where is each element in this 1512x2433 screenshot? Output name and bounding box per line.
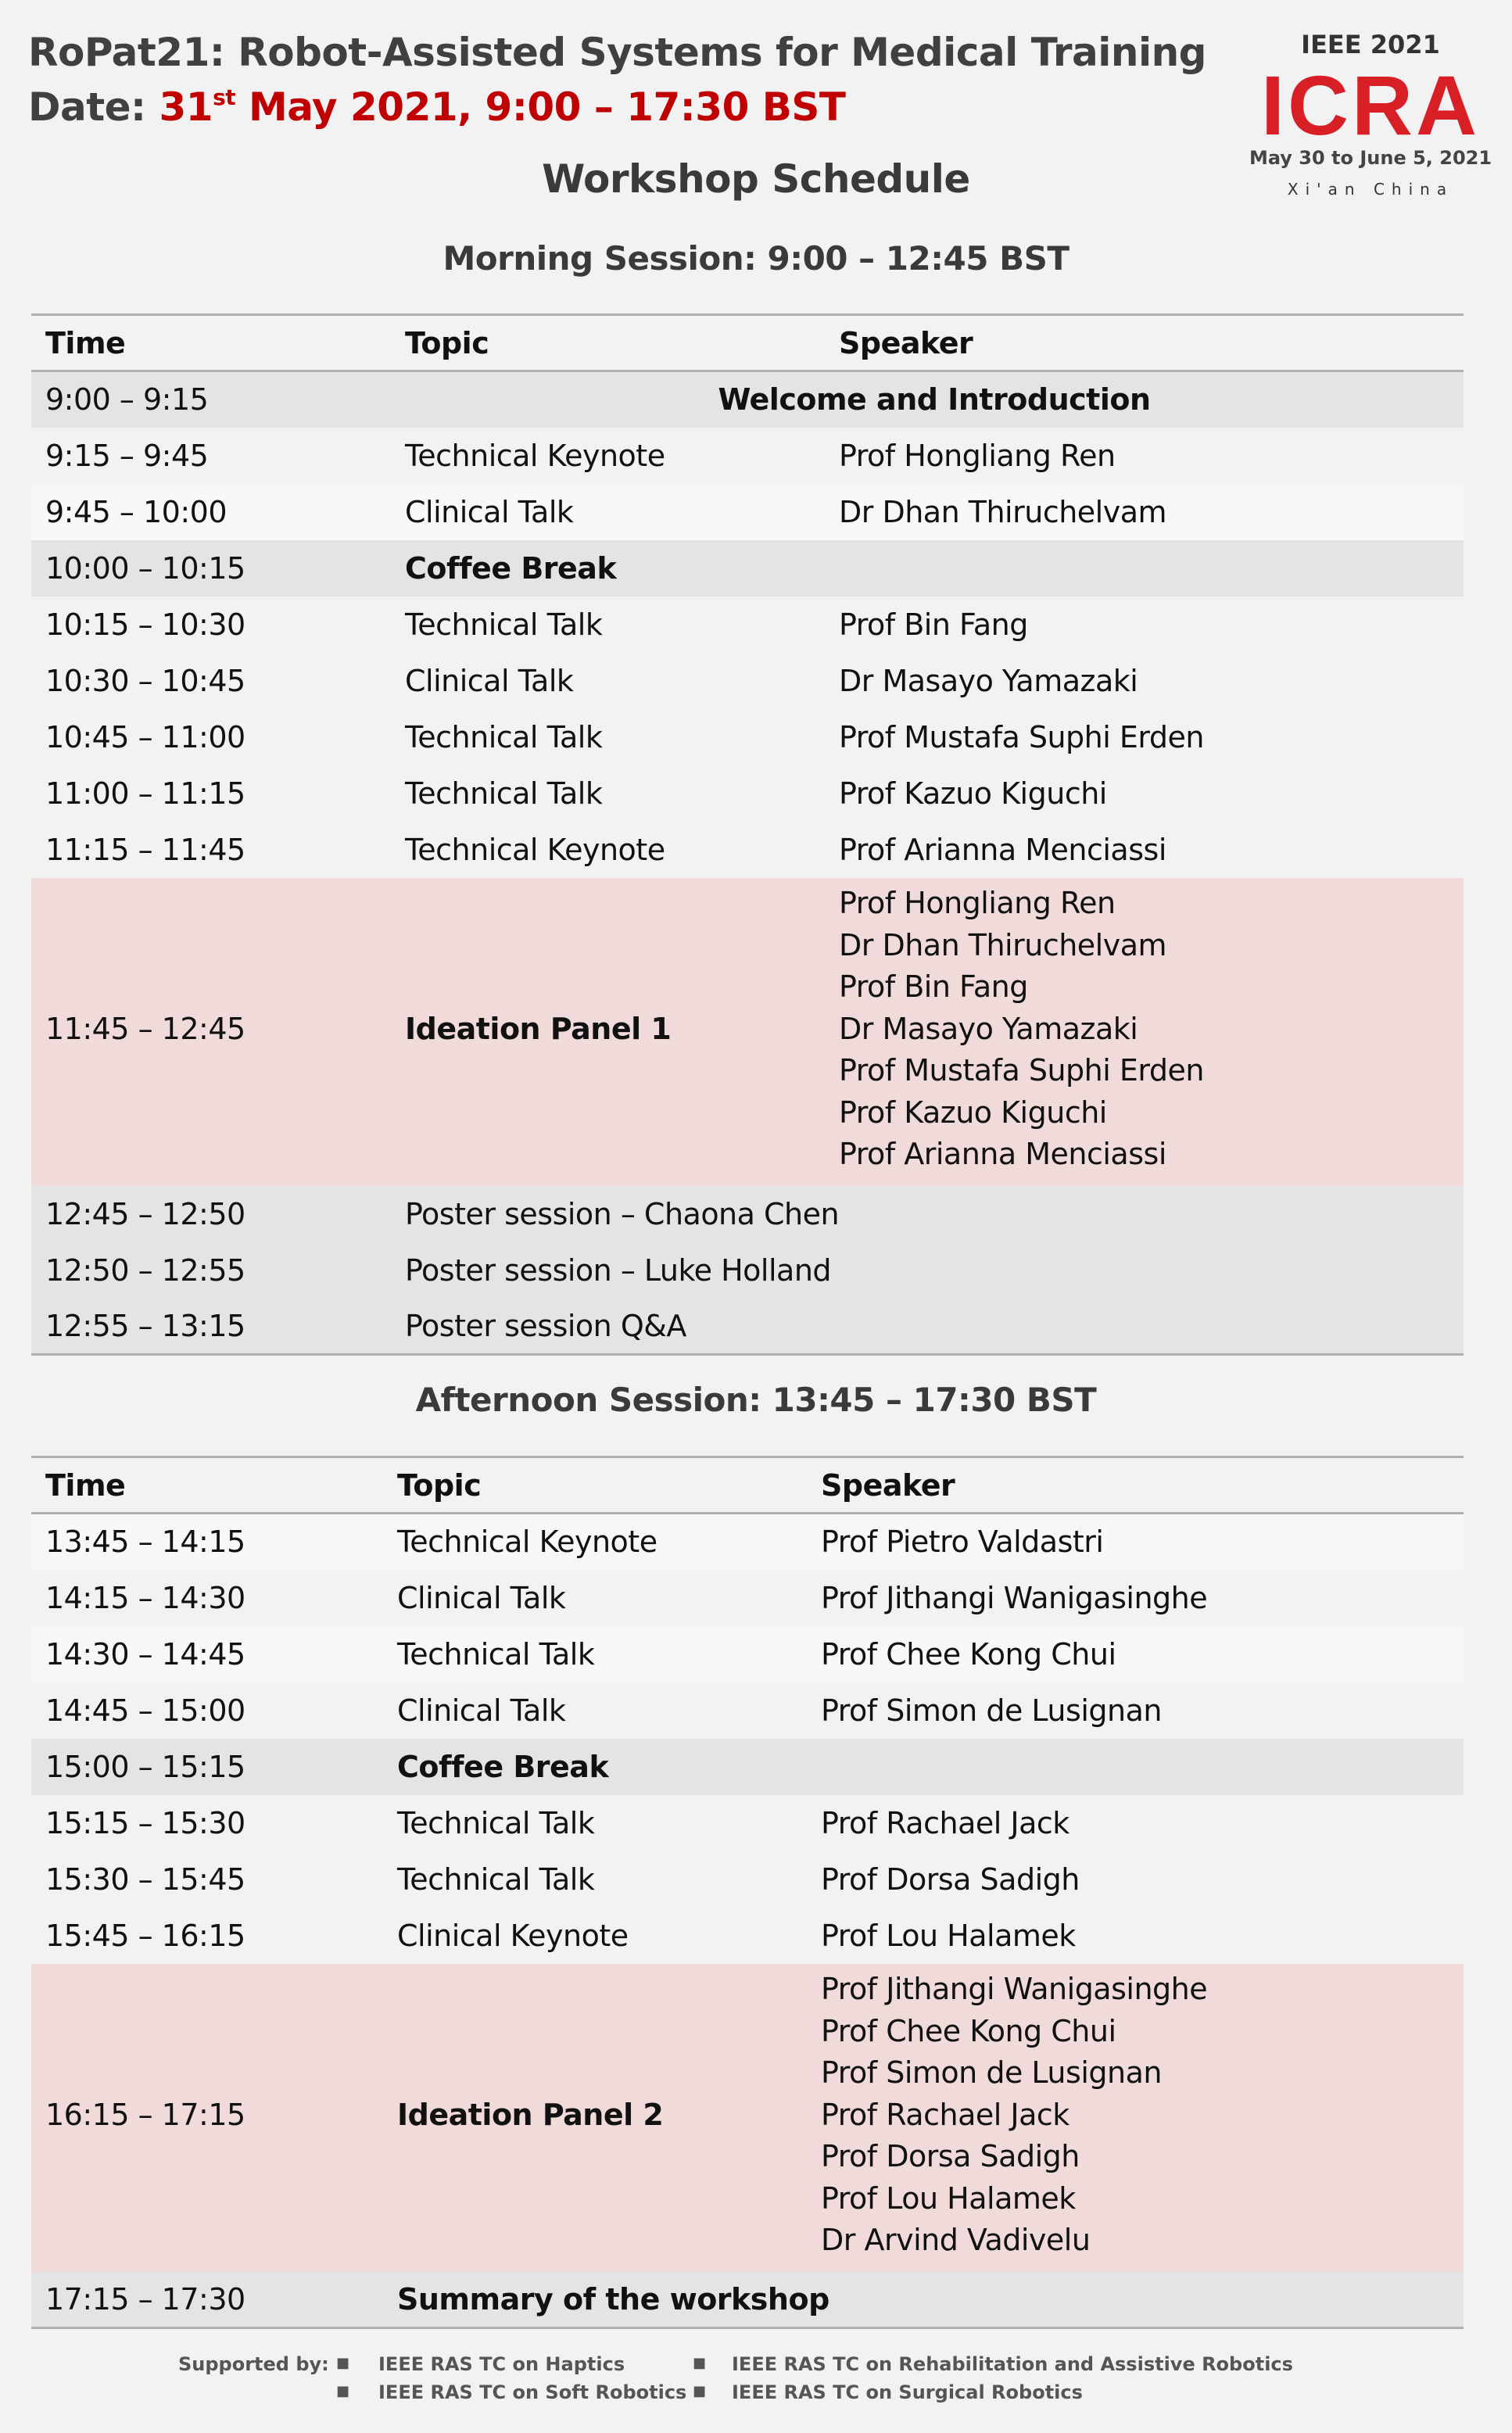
bullet-icon: ■ bbox=[693, 2355, 707, 2371]
panel-topic: Ideation Panel 1 bbox=[405, 1011, 672, 1046]
header-time: Time bbox=[31, 1457, 383, 1514]
supported-by-label: Supported by: bbox=[178, 2353, 329, 2375]
workshop-title bbox=[28, 30, 1206, 75]
topic-cell: Technical Talk bbox=[383, 1626, 807, 1682]
table-header-row bbox=[31, 315, 1464, 371]
time-cell: 11:00 – 11:15 bbox=[31, 765, 391, 822]
topic-cell: Technical Keynote bbox=[391, 822, 825, 878]
panel-speaker: Dr Dhan Thiruchelvam bbox=[839, 927, 1167, 962]
panel-speaker: Prof Hongliang Ren bbox=[839, 886, 1116, 921]
speaker-cell: Prof Kazuo Kiguchi bbox=[825, 765, 1464, 822]
time-cell: 13:45 – 14:15 bbox=[31, 1514, 383, 1570]
afternoon-schedule-table bbox=[31, 1456, 1464, 2329]
topic-cell: Summary of the workshop bbox=[383, 2272, 1464, 2328]
panel-row bbox=[31, 1964, 1464, 2272]
bullet-icon: ■ bbox=[336, 2355, 350, 2371]
table-row bbox=[31, 1299, 1464, 1355]
panel-speaker: Dr Masayo Yamazaki bbox=[839, 1011, 1138, 1046]
panel-speaker: Prof Lou Halamek bbox=[821, 2180, 1076, 2216]
header-topic: Topic bbox=[383, 1457, 807, 1514]
logo-city: Xi'an China bbox=[1287, 180, 1454, 199]
panel-speaker: Prof Rachael Jack bbox=[821, 2097, 1070, 2132]
topic-cell: Technical Talk bbox=[391, 597, 825, 653]
time-cell: 10:00 – 10:15 bbox=[31, 540, 391, 597]
speaker-cell: Prof Hongliang Ren bbox=[825, 428, 1464, 484]
topic-cell: Technical Keynote bbox=[383, 1514, 807, 1570]
panel-speaker: Prof Bin Fang bbox=[839, 969, 1028, 1005]
speaker-cell: Prof Simon de Lusignan bbox=[807, 1682, 1464, 1739]
topic-cell bbox=[383, 1964, 807, 2272]
topic-cell: Technical Talk bbox=[383, 1795, 807, 1851]
topic-cell bbox=[391, 878, 825, 1186]
panel-speaker: Prof Arianna Menciassi bbox=[839, 1137, 1166, 1172]
speaker-cell: Prof Lou Halamek bbox=[807, 1908, 1464, 1964]
supporter-item: IEEE RAS TC on Soft Robotics bbox=[378, 2381, 687, 2403]
speaker-cell: Prof Dorsa Sadigh bbox=[807, 1851, 1464, 1908]
afternoon-session-title: Afternoon Session: 13:45 – 17:30 BST bbox=[415, 1381, 1097, 1419]
table-row bbox=[31, 1682, 1464, 1739]
table-row bbox=[31, 1514, 1464, 1570]
table-row bbox=[31, 1851, 1464, 1908]
topic-cell: Technical Keynote bbox=[391, 428, 825, 484]
table-row bbox=[31, 709, 1464, 765]
speaker-cell: Prof Rachael Jack bbox=[807, 1795, 1464, 1851]
table-row bbox=[31, 1242, 1464, 1299]
table-row bbox=[31, 1795, 1464, 1851]
morning-schedule-table bbox=[31, 314, 1464, 1356]
table-row bbox=[31, 371, 1464, 428]
panel-topic: Ideation Panel 2 bbox=[397, 2097, 664, 2132]
panel-speaker: Dr Arvind Vadivelu bbox=[821, 2223, 1091, 2258]
table-row bbox=[31, 653, 1464, 709]
panel-time: 16:15 – 17:15 bbox=[45, 2097, 245, 2132]
topic-cell: Poster session – Chaona Chen bbox=[391, 1186, 1464, 1242]
topic-cell: Clinical Talk bbox=[383, 1682, 807, 1739]
time-cell: 10:15 – 10:30 bbox=[31, 597, 391, 653]
table-row bbox=[31, 428, 1464, 484]
speaker-cell: Prof Arianna Menciassi bbox=[825, 822, 1464, 878]
speaker-cell bbox=[825, 540, 1464, 597]
panel-speaker: Prof Mustafa Suphi Erden bbox=[839, 1053, 1204, 1088]
date-label: Date: bbox=[28, 84, 159, 130]
date-suffix: st bbox=[213, 84, 236, 110]
topic-cell: Clinical Talk bbox=[383, 1570, 807, 1626]
table-row bbox=[31, 484, 1464, 540]
time-cell: 17:15 – 17:30 bbox=[31, 2272, 383, 2328]
time-cell: 15:00 – 15:15 bbox=[31, 1739, 383, 1795]
time-cell: 14:15 – 14:30 bbox=[31, 1570, 383, 1626]
table-row bbox=[31, 765, 1464, 822]
supporter-item: IEEE RAS TC on Haptics bbox=[378, 2353, 625, 2375]
header-speaker: Speaker bbox=[807, 1457, 1464, 1514]
table-row bbox=[31, 1626, 1464, 1682]
time-cell: 15:30 – 15:45 bbox=[31, 1851, 383, 1908]
panel-time: 11:45 – 12:45 bbox=[45, 1011, 245, 1046]
topic-cell: Coffee Break bbox=[383, 1739, 807, 1795]
table-row bbox=[31, 1570, 1464, 1626]
speaker-list-cell bbox=[807, 1964, 1464, 2272]
speaker-cell: Dr Dhan Thiruchelvam bbox=[825, 484, 1464, 540]
time-cell bbox=[31, 878, 391, 1186]
speaker-cell: Prof Bin Fang bbox=[825, 597, 1464, 653]
time-cell: 14:45 – 15:00 bbox=[31, 1682, 383, 1739]
time-cell: 10:45 – 11:00 bbox=[31, 709, 391, 765]
table-header-row bbox=[31, 1457, 1464, 1514]
time-cell bbox=[31, 1964, 383, 2272]
topic-cell: Technical Talk bbox=[391, 765, 825, 822]
panel-speaker: Prof Dorsa Sadigh bbox=[821, 2139, 1080, 2174]
table-row bbox=[31, 2272, 1464, 2328]
topic-cell: Clinical Keynote bbox=[383, 1908, 807, 1964]
time-cell: 14:30 – 14:45 bbox=[31, 1626, 383, 1682]
time-cell: 12:50 – 12:55 bbox=[31, 1242, 391, 1299]
date-value bbox=[159, 84, 845, 130]
time-cell: 15:15 – 15:30 bbox=[31, 1795, 383, 1851]
time-cell: 12:45 – 12:50 bbox=[31, 1186, 391, 1242]
topic-cell: Clinical Talk bbox=[391, 484, 825, 540]
panel-speaker: Prof Kazuo Kiguchi bbox=[839, 1095, 1107, 1130]
logo-dates: May 30 to June 5, 2021 bbox=[1249, 147, 1492, 169]
speaker-cell: Prof Jithangi Wanigasinghe bbox=[807, 1570, 1464, 1626]
time-cell: 9:15 – 9:45 bbox=[31, 428, 391, 484]
morning-session-title: Morning Session: 9:00 – 12:45 BST bbox=[442, 239, 1070, 278]
topic-cell: Welcome and Introduction bbox=[391, 371, 1464, 428]
workshop-acronym: RoPat21 bbox=[28, 30, 210, 75]
header-speaker: Speaker bbox=[825, 315, 1464, 371]
time-cell: 12:55 – 13:15 bbox=[31, 1299, 391, 1355]
topic-cell: Technical Talk bbox=[383, 1851, 807, 1908]
icra-logo-mark bbox=[1241, 67, 1499, 145]
speaker-cell bbox=[807, 1739, 1464, 1795]
logo-mark-text: ICRA bbox=[1261, 67, 1480, 145]
supporter-item: IEEE RAS TC on Rehabilitation and Assistive Robotics bbox=[732, 2353, 1293, 2375]
date-day: 31 bbox=[159, 84, 213, 130]
panel-row bbox=[31, 878, 1464, 1186]
schedule-title: Workshop Schedule bbox=[542, 156, 970, 202]
logo-ieee-2021: IEEE 2021 bbox=[1301, 30, 1440, 59]
supporter-item: IEEE RAS TC on Surgical Robotics bbox=[732, 2381, 1083, 2403]
time-cell: 9:00 – 9:15 bbox=[31, 371, 391, 428]
table-row bbox=[31, 597, 1464, 653]
date-rest: May 2021, 9:00 – 17:30 BST bbox=[235, 84, 846, 130]
time-cell: 15:45 – 16:15 bbox=[31, 1908, 383, 1964]
speaker-cell: Prof Pietro Valdastri bbox=[807, 1514, 1464, 1570]
header-topic: Topic bbox=[391, 315, 825, 371]
speaker-cell: Prof Chee Kong Chui bbox=[807, 1626, 1464, 1682]
speaker-cell: Dr Masayo Yamazaki bbox=[825, 653, 1464, 709]
table-row bbox=[31, 1908, 1464, 1964]
panel-speaker: Prof Chee Kong Chui bbox=[821, 2013, 1116, 2048]
time-cell: 10:30 – 10:45 bbox=[31, 653, 391, 709]
bullet-icon: ■ bbox=[693, 2383, 707, 2399]
panel-speaker: Prof Jithangi Wanigasinghe bbox=[821, 1972, 1208, 2007]
table-row bbox=[31, 822, 1464, 878]
table-row bbox=[31, 1739, 1464, 1795]
time-cell: 11:15 – 11:45 bbox=[31, 822, 391, 878]
table-row bbox=[31, 1186, 1464, 1242]
panel-speaker: Prof Simon de Lusignan bbox=[821, 2055, 1162, 2091]
workshop-name: : Robot-Assisted Systems for Medical Training bbox=[209, 30, 1206, 75]
workshop-date bbox=[28, 84, 846, 130]
time-cell: 9:45 – 10:00 bbox=[31, 484, 391, 540]
topic-cell: Poster session Q&A bbox=[391, 1299, 1464, 1355]
topic-cell: Poster session – Luke Holland bbox=[391, 1242, 1464, 1299]
speaker-cell: Prof Mustafa Suphi Erden bbox=[825, 709, 1464, 765]
table-row bbox=[31, 540, 1464, 597]
topic-cell: Clinical Talk bbox=[391, 653, 825, 709]
speaker-list-cell bbox=[825, 878, 1464, 1186]
topic-cell: Technical Talk bbox=[391, 709, 825, 765]
topic-cell: Coffee Break bbox=[391, 540, 825, 597]
header-time: Time bbox=[31, 315, 391, 371]
bullet-icon: ■ bbox=[336, 2383, 350, 2399]
